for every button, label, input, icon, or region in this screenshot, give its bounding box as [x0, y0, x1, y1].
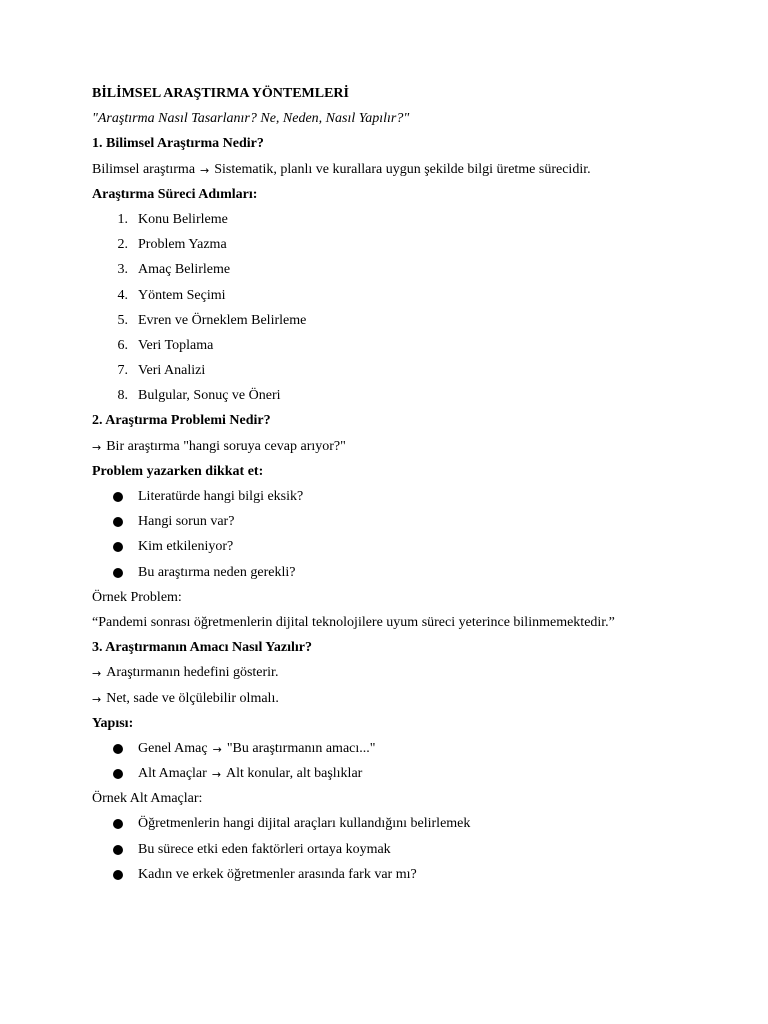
list-item-text: Amaç Belirleme — [138, 262, 231, 278]
list-item — [92, 386, 712, 411]
list-number: 2. — [117, 237, 128, 253]
list-item — [92, 260, 712, 285]
bullet-icon — [113, 542, 123, 552]
list-number: 7. — [117, 363, 128, 379]
list-item — [92, 739, 712, 764]
arrow-line — [92, 689, 712, 714]
list-item — [92, 311, 712, 336]
checklist — [92, 487, 712, 588]
structure-term: Alt Amaçlar — [138, 766, 207, 782]
list-item-text: Bu sürece etki eden faktörleri ortaya koymak — [138, 841, 391, 857]
bullet-icon — [113, 492, 123, 502]
bullet-icon — [113, 568, 123, 578]
definition-term: Bilimsel araştırma — [92, 161, 196, 177]
example-objectives-label: Örnek Alt Amaçlar: — [92, 791, 203, 807]
list-item — [92, 336, 712, 361]
steps-heading: Araştırma Süreci Adımları: — [92, 186, 258, 202]
list-item-text: Kim etkileniyor? — [138, 539, 234, 555]
structure-desc: "Bu araştırmanın amacı..." — [226, 740, 376, 756]
bullet-icon — [113, 845, 123, 855]
list-item-text: Veri Analizi — [138, 363, 206, 379]
example-objectives-list — [92, 814, 712, 890]
list-item — [92, 487, 712, 512]
list-item-text: Yöntem Seçimi — [138, 287, 226, 303]
example-problem-label: Örnek Problem: — [92, 589, 182, 605]
list-number: 6. — [117, 337, 128, 353]
bullet-icon — [113, 819, 123, 829]
section-2-heading: 2. Araştırma Problemi Nedir? — [92, 413, 271, 429]
arrow-line-text: Bir araştırma "hangi soruya cevap arıyor?" — [106, 438, 346, 454]
list-item — [92, 563, 712, 588]
bullet-icon — [113, 744, 123, 754]
arrow-line — [92, 663, 712, 688]
definition-text: Sistematik, planlı ve kurallara uygun şekilde bilgi üretme sürecidir. — [214, 161, 591, 177]
arrow-icon: → — [200, 163, 210, 177]
list-item-text: Problem Yazma — [138, 237, 227, 253]
list-item-text: Öğretmenlerin hangi dijital araçları kullandığını belirlemek — [138, 816, 471, 832]
document-title: BİLİMSEL ARAŞTIRMA YÖNTEMLERİ — [92, 86, 349, 101]
list-item — [92, 865, 712, 890]
list-item-text: Veri Toplama — [138, 337, 214, 353]
structure-term: Genel Amaç — [138, 740, 208, 756]
list-item — [92, 512, 712, 537]
list-item — [92, 361, 712, 386]
list-number: 8. — [117, 388, 128, 404]
section-1-heading: 1. Bilimsel Araştırma Nedir? — [92, 136, 264, 152]
arrow-icon: → — [92, 667, 102, 681]
document-page — [92, 84, 712, 890]
list-item-text: Evren ve Örneklem Belirleme — [138, 312, 307, 328]
arrow-line — [92, 437, 712, 462]
arrow-icon: → — [92, 440, 102, 454]
list-item-text: Kadın ve erkek öğretmenler arasında fark var mı? — [138, 866, 417, 882]
bullet-icon — [113, 769, 123, 779]
structure-list — [92, 739, 712, 789]
arrow-icon: → — [92, 692, 102, 706]
arrow-line-text: Net, sade ve ölçülebilir olmalı. — [106, 690, 279, 706]
list-number: 5. — [117, 312, 128, 328]
structure-desc: Alt konular, alt başlıklar — [226, 766, 363, 782]
list-number: 3. — [117, 262, 128, 278]
list-item-text: Bulgular, Sonuç ve Öneri — [138, 388, 281, 404]
bullet-icon — [113, 870, 123, 880]
list-item-text: Konu Belirleme — [138, 211, 228, 227]
list-item — [92, 814, 712, 839]
steps-list — [92, 210, 712, 412]
example-problem-text: “Pandemi sonrası öğretmenlerin dijital teknolojilere uyum süreci yeterince bilinmemektedir.” — [92, 614, 615, 630]
list-item-text: Literatürde hangi bilgi eksik? — [138, 489, 304, 504]
list-item — [92, 235, 712, 260]
arrow-icon: → — [212, 742, 222, 756]
list-item — [92, 764, 712, 789]
definition-line — [92, 160, 712, 185]
list-item-text: Bu araştırma neden gerekli? — [138, 564, 296, 580]
list-item-text: Hangi sorun var? — [138, 514, 235, 530]
document-subtitle: "Araştırma Nasıl Tasarlanır? Ne, Neden, Nasıl Yapılır?" — [92, 111, 410, 127]
arrow-line-text: Araştırmanın hedefini gösterir. — [106, 665, 279, 681]
list-item — [92, 286, 712, 311]
list-item — [92, 210, 712, 235]
list-number: 1. — [117, 211, 128, 227]
list-number: 4. — [117, 287, 128, 303]
arrow-icon: → — [211, 768, 222, 782]
section-3-heading: 3. Araştırmanın Amacı Nasıl Yazılır? — [92, 640, 312, 656]
structure-heading: Yapısı: — [92, 715, 134, 731]
list-item — [92, 840, 712, 865]
bullet-icon — [113, 517, 123, 527]
list-item — [92, 537, 712, 562]
checklist-heading: Problem yazarken dikkat et: — [92, 463, 264, 479]
